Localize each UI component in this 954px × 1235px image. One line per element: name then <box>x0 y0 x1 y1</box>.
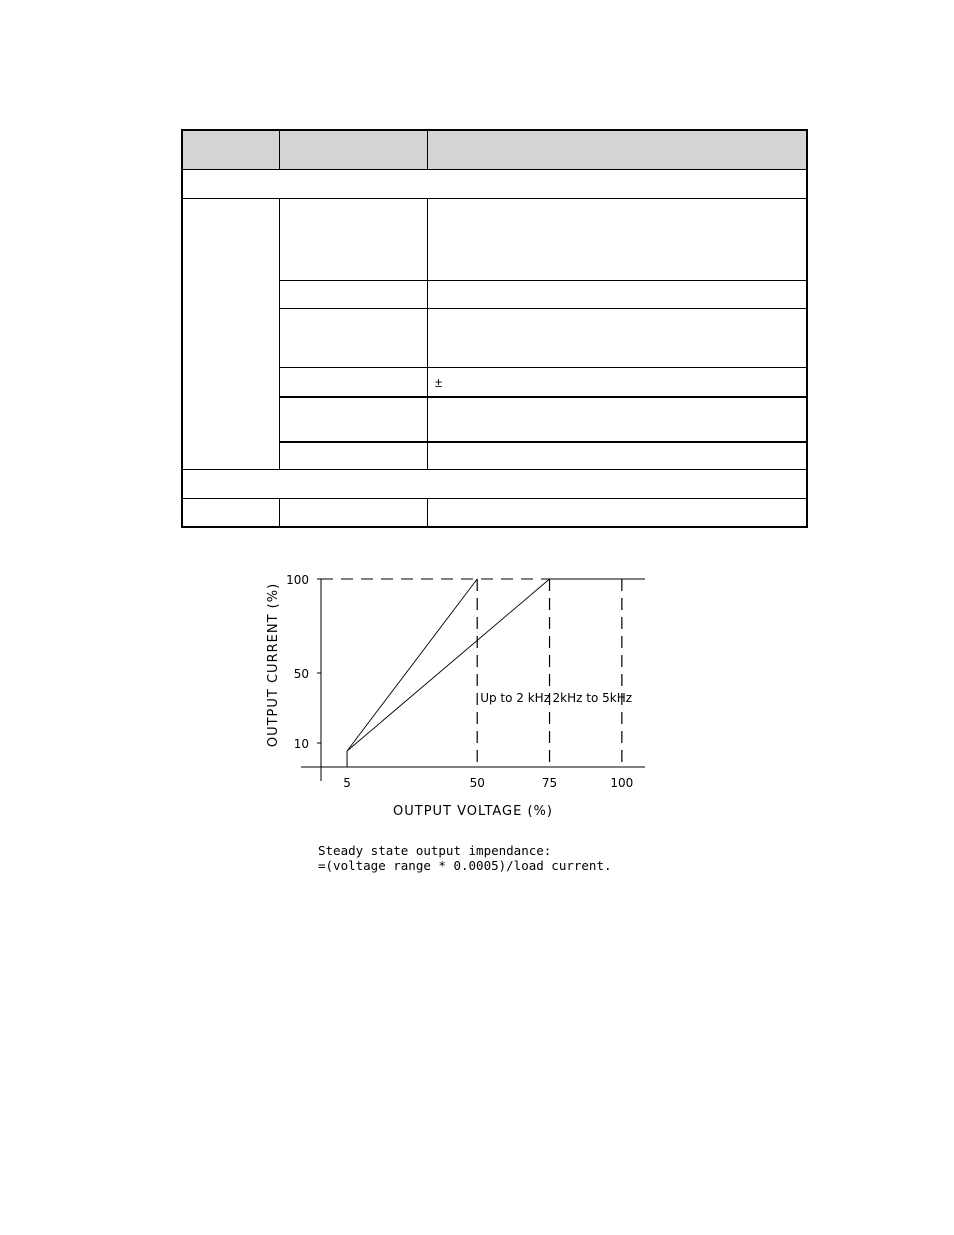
row-cell-3 <box>428 499 806 526</box>
y-tick-label: 100 <box>286 573 309 587</box>
row-label-cell <box>280 443 428 469</box>
header-cell-1 <box>183 131 280 169</box>
row-label-cell <box>280 199 428 280</box>
table-row <box>280 441 806 469</box>
table-row <box>280 280 806 308</box>
x-axis-title: OUTPUT VOLTAGE (%) <box>393 804 553 819</box>
merged-category-cell <box>183 199 280 469</box>
chart-marks <box>321 579 645 767</box>
spec-table <box>181 129 808 528</box>
chart-axes <box>301 579 645 781</box>
series-line-5khz <box>347 579 550 751</box>
region-label: 2kHz to 5kHz <box>552 691 633 705</box>
impedance-note <box>318 843 612 873</box>
x-tick-label: 50 <box>469 776 485 790</box>
table-row <box>280 199 806 280</box>
parameter-rows <box>280 199 806 469</box>
parameter-block <box>183 198 806 469</box>
row-label-cell <box>280 281 428 308</box>
table-row <box>280 396 806 441</box>
note-line-1: Steady state output impendance: <box>318 843 552 858</box>
y-axis-title: OUTPUT CURRENT (%) <box>266 582 281 748</box>
x-tick-label: 75 <box>541 776 558 790</box>
row-value-cell <box>428 398 806 441</box>
row-label-cell <box>280 368 428 396</box>
section-row <box>183 469 806 498</box>
row-label-cell <box>280 398 428 441</box>
row-value-cell <box>428 309 806 367</box>
x-tick-label: 5 <box>343 776 351 790</box>
y-tick-label: 10 <box>293 737 309 751</box>
row-value-cell <box>428 443 806 469</box>
region-label: Up to 2 kHz <box>480 691 551 705</box>
header-cell-3 <box>428 131 806 169</box>
row-label-cell <box>280 309 428 367</box>
row-cell-2 <box>280 499 428 526</box>
row-value-cell <box>428 199 806 280</box>
header-cell-2 <box>280 131 428 169</box>
note-line-2: =(voltage range * 0.0005)/load current. <box>318 858 612 873</box>
table-row <box>280 308 806 367</box>
row-cell-1 <box>183 499 280 526</box>
section-cell <box>183 170 806 198</box>
section-cell <box>183 470 806 498</box>
x-tick-label: 100 <box>610 776 634 790</box>
table-header-row <box>183 131 806 169</box>
table-row <box>183 498 806 526</box>
y-tick-label: 50 <box>293 667 309 681</box>
series-line-2khz <box>347 579 477 751</box>
plus-minus-cell: ± <box>435 374 443 390</box>
row-value-cell <box>428 281 806 308</box>
output-current-voltage-chart <box>250 565 670 825</box>
table-row <box>280 367 806 396</box>
section-row <box>183 169 806 198</box>
